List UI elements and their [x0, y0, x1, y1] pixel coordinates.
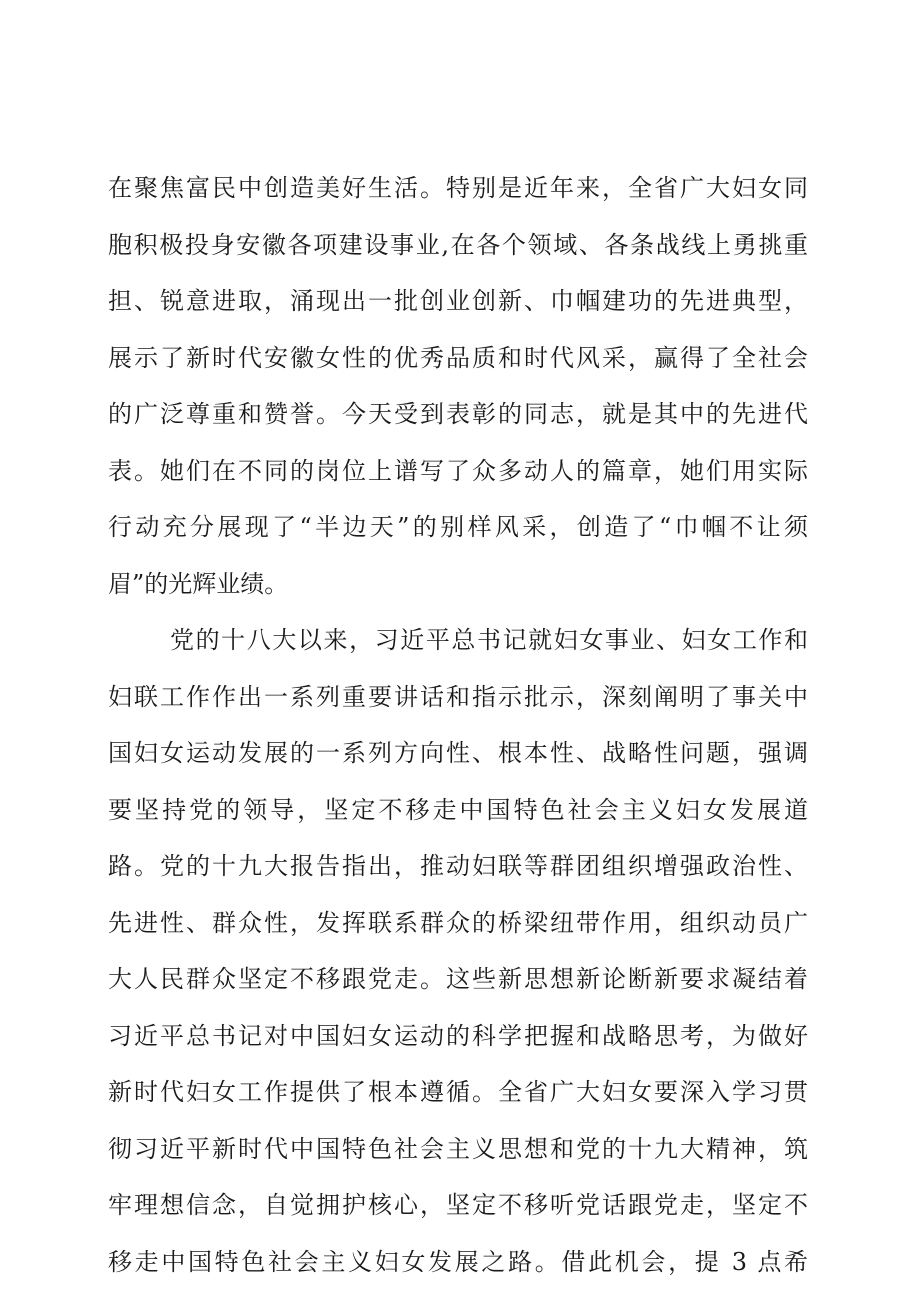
text-line: 新时代妇女工作提供了根本遵循。全省广大妇女要深入学习贯 — [108, 1064, 808, 1121]
text-line: 在聚焦富民中创造美好生活。特别是近年来，全省广大妇女同 — [108, 160, 808, 217]
paragraph-2 — [108, 612, 808, 1290]
text-line: 担、锐意进取，涌现出一批创业创新、巾帼建功的先进典型， — [108, 273, 808, 330]
text-line: 行动充分展现了“半边天”的别样风采，创造了“巾帼不让须 — [108, 499, 808, 556]
text-line: 表。她们在不同的岗位上谱写了众多动人的篇章，她们用实际 — [108, 443, 808, 500]
text-line: 要坚持党的领导，坚定不移走中国特色社会主义妇女发展道 — [108, 782, 808, 839]
text-line: 先进性、群众性，发挥联系群众的桥梁纽带作用，组织动员广 — [108, 895, 808, 952]
text-line: 牢理想信念，自觉拥护核心，坚定不移听党话跟党走，坚定不 — [108, 1177, 808, 1234]
text-line: 妇联工作作出一系列重要讲话和指示批示，深刻阐明了事关中 — [108, 669, 808, 726]
document-body — [108, 160, 808, 1290]
text-line: 胞积极投身安徽各项建设事业,在各个领域、各条战线上勇挑重 — [108, 217, 808, 274]
paragraph-1 — [108, 160, 808, 612]
text-line: 眉”的光辉业绩。 — [108, 556, 808, 613]
text-line: 路。党的十九大报告指出，推动妇联等群团组织增强政治性、 — [108, 838, 808, 895]
text-line: 的广泛尊重和赞誉。今天受到表彰的同志，就是其中的先进代 — [108, 386, 808, 443]
text-line: 党的十八大以来，习近平总书记就妇女事业、妇女工作和 — [108, 612, 808, 669]
text-line: 大人民群众坚定不移跟党走。这些新思想新论断新要求凝结着 — [108, 951, 808, 1008]
text-line: 习近平总书记对中国妇女运动的科学把握和战略思考，为做好 — [108, 1008, 808, 1065]
text-line: 展示了新时代安徽女性的优秀品质和时代风采，赢得了全社会 — [108, 330, 808, 387]
text-line: 彻习近平新时代中国特色社会主义思想和党的十九大精神，筑 — [108, 1121, 808, 1178]
text-line: 国妇女运动发展的一系列方向性、根本性、战略性问题，强调 — [108, 725, 808, 782]
text-line: 移走中国特色社会主义妇女发展之路。借此机会，提 3 点希 — [108, 1234, 808, 1290]
